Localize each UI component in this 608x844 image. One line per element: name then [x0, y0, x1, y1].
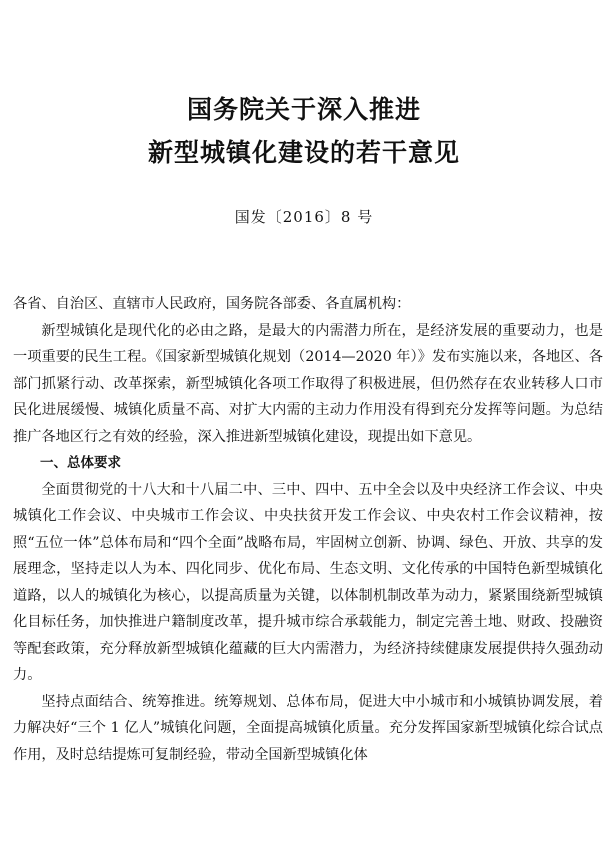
paragraph-coordinated-advance: 坚持点面结合、统筹推进。统筹规划、总体布局，促进大中小城市和小城镇协调发展，着力解决好“三个 1 亿人”城镇化问题，全面提高城镇化质量。充分发挥国家新型城镇化综合试点作用，及时总结提炼可复制经验，带动全国新型城镇化体 [13, 693, 603, 763]
document-body [13, 291, 603, 768]
section-heading-general-requirements: 一、总体要求 [40, 455, 121, 471]
salutation: 各省、自治区、直辖市人民政府，国务院各部委、各直属机构： [13, 296, 411, 312]
document-title-line-1: 国务院关于深入推进 [186, 95, 421, 124]
document-title-line-2: 新型城镇化建设的若干意见 [147, 138, 460, 167]
paragraph-intro: 新型城镇化是现代化的必由之路，是最大的内需潜力所在，是经济发展的重要动力，也是一项重要的民生工程。《国家新型城镇化规划（2014—2020 年）》发布实施以来，各地区、各部门抓紧行动、改革探索，新型城镇化各项工作取得了积极进展，但仍然存在农业转移人口市民化进展缓慢、城镇化质量不高、对扩大内需的主动力作用没有得到充分发挥等问题。为总结推广各地区行之有效的经验，深入推进新型城镇化建设，现提出如下意见。 [13, 322, 603, 445]
document-number: 国发〔2016〕8 号 [234, 208, 374, 226]
paragraph-guiding-principles: 全面贯彻党的十八大和十八届二中、三中、四中、五中全会以及中央经济工作会议、中央城镇化工作会议、中央城市工作会议、中央扶贫开发工作会议、中央农村工作会议精神，按照“五位一体”总体布局和“四个全面”战略布局，牢固树立创新、协调、绿色、开放、共享的发展理念，坚持走以人为本、四化同步、优化布局、生态文明、文化传承的中国特色新型城镇化道路，以人的城镇化为核心，以提高质量为关键，以体制机制改革为动力，紧紧围绕新型城镇化目标任务，加快推进户籍制度改革，提升城市综合承载能力，制定完善土地、财政、投融资等配套政策，充分释放新型城镇化蕴藏的巨大内需潜力，为经济持续健康发展提供持久强劲动力。 [13, 481, 603, 683]
